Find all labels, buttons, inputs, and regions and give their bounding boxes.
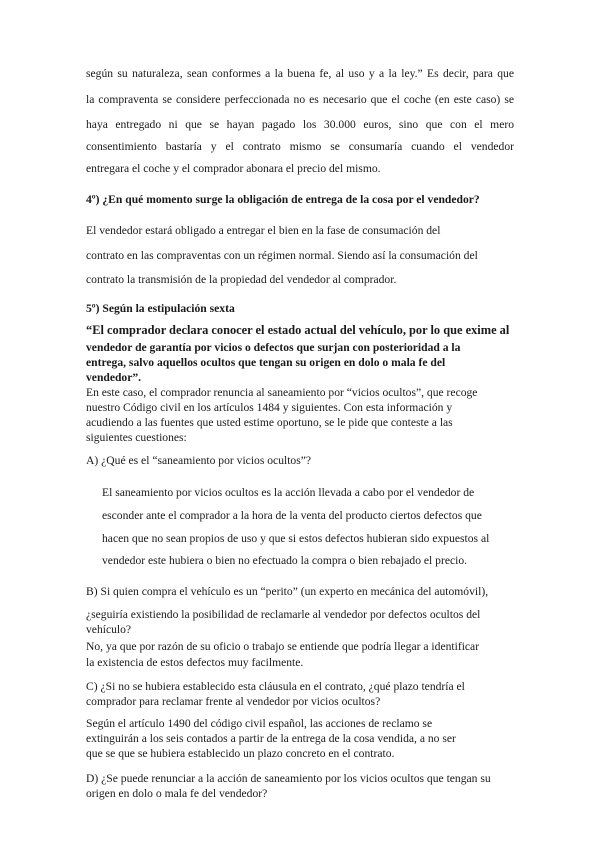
stipulation-quote-line: vendedor”. [86, 371, 142, 384]
answer-line: contrato en las compraventas con un régimen normal. Siendo así la consumación del [86, 249, 478, 262]
question-b-line: ¿seguiría existiendo la posibilidad de reclamarle al vendedor por defectos ocultos del [86, 608, 481, 621]
question-a: A) ¿Qué es el “saneamiento por vicios ocultos”? [86, 454, 312, 467]
answer-a-line: esconder ante el comprador a la hora de la venta del producto ciertos defectos que [102, 509, 482, 522]
answer-line: contrato la transmisión de la propiedad del vendedor al comprador. [86, 273, 397, 286]
intro-line: haya entregado ni que se hayan pagado los 30.000 euros, sino que con el mero [86, 118, 514, 131]
question-c-line: comprador para reclamar frente al vendedor por vicios ocultos? [86, 695, 381, 708]
answer-a-line: hacen que no sean propios de uso y que si estos defectos hubieran sido expuestos al [102, 532, 490, 545]
context-line: acudiendo a las fuentes que usted estime oportuno, se le pide que conteste a las [86, 416, 453, 429]
context-line: siguientes cuestiones: [86, 431, 187, 444]
question-c-line: C) ¿Si no se hubiera establecido esta cláusula en el contrato, ¿qué plazo tendría el [86, 680, 465, 693]
question-4-heading: 4º) ¿En qué momento surge la obligación de entrega de la cosa por el vendedor? [86, 193, 480, 206]
intro-line: entregara el coche y el comprador abonara el precio del mismo. [86, 162, 381, 175]
answer-a-line: El saneamiento por vicios ocultos es la acción llevada a cabo por el vendedor de [102, 486, 475, 499]
question-d-line: D) ¿Se puede renunciar a la acción de saneamiento por los vicios ocultos que tengan su [86, 772, 491, 785]
answer-b-line: No, ya que por razón de su oficio o trabajo se entiende que podría llegar a identificar [86, 640, 480, 653]
stipulation-quote-line: entrega, salvo aquellos ocultos que tengan su origen en dolo o mala fe del [86, 356, 446, 369]
stipulation-quote-line: vendedor de garantía por vicios o defectos que surjan con posterioridad a la [86, 341, 461, 354]
intro-line: consentimiento bastaría y el contrato mismo se consumaría cuando el vendedor [86, 140, 514, 153]
answer-b-line: la existencia de estos defectos muy facilmente. [86, 656, 304, 669]
question-5-heading: 5º) Según la estipulación sexta [86, 302, 235, 315]
question-b-line: vehículo? [86, 623, 132, 636]
answer-c-line: extinguirán a los seis contados a partir de la entrega de la cosa vendida, a no ser [86, 732, 456, 745]
answer-a-line: vendedor este hubiera o bien no efectuado la compra o bien rebajado el precio. [102, 554, 468, 567]
answer-line: El vendedor estará obligado a entregar el bien en la fase de consumación del [86, 224, 441, 237]
question-b-line: B) Si quien compra el vehículo es un “perito” (un experto en mecánica del automóvil), [86, 585, 489, 598]
intro-line: la compraventa se considere perfeccionada no es necesario que el coche (en este caso) se [86, 93, 514, 106]
stipulation-quote-line: “El comprador declara conocer el estado actual del vehículo, por lo que exime al [86, 323, 510, 337]
answer-c-line: Según el artículo 1490 del código civil español, las acciones de reclamo se [86, 717, 433, 730]
intro-line: según su naturaleza, sean conformes a la buena fe, al uso y a la ley.” Es decir, para que [86, 67, 514, 80]
context-line: nuestro Código civil en los artículos 1484 y siguientes. Con esta información y [86, 401, 453, 414]
context-line: En este caso, el comprador renuncia al saneamiento por “vicios ocultos”, que recoge [86, 386, 478, 399]
question-d-line: origen en dolo o mala fe del vendedor? [86, 787, 268, 800]
answer-c-line: que se que se hubiera establecido un plazo concreto en el contrato. [86, 747, 395, 760]
